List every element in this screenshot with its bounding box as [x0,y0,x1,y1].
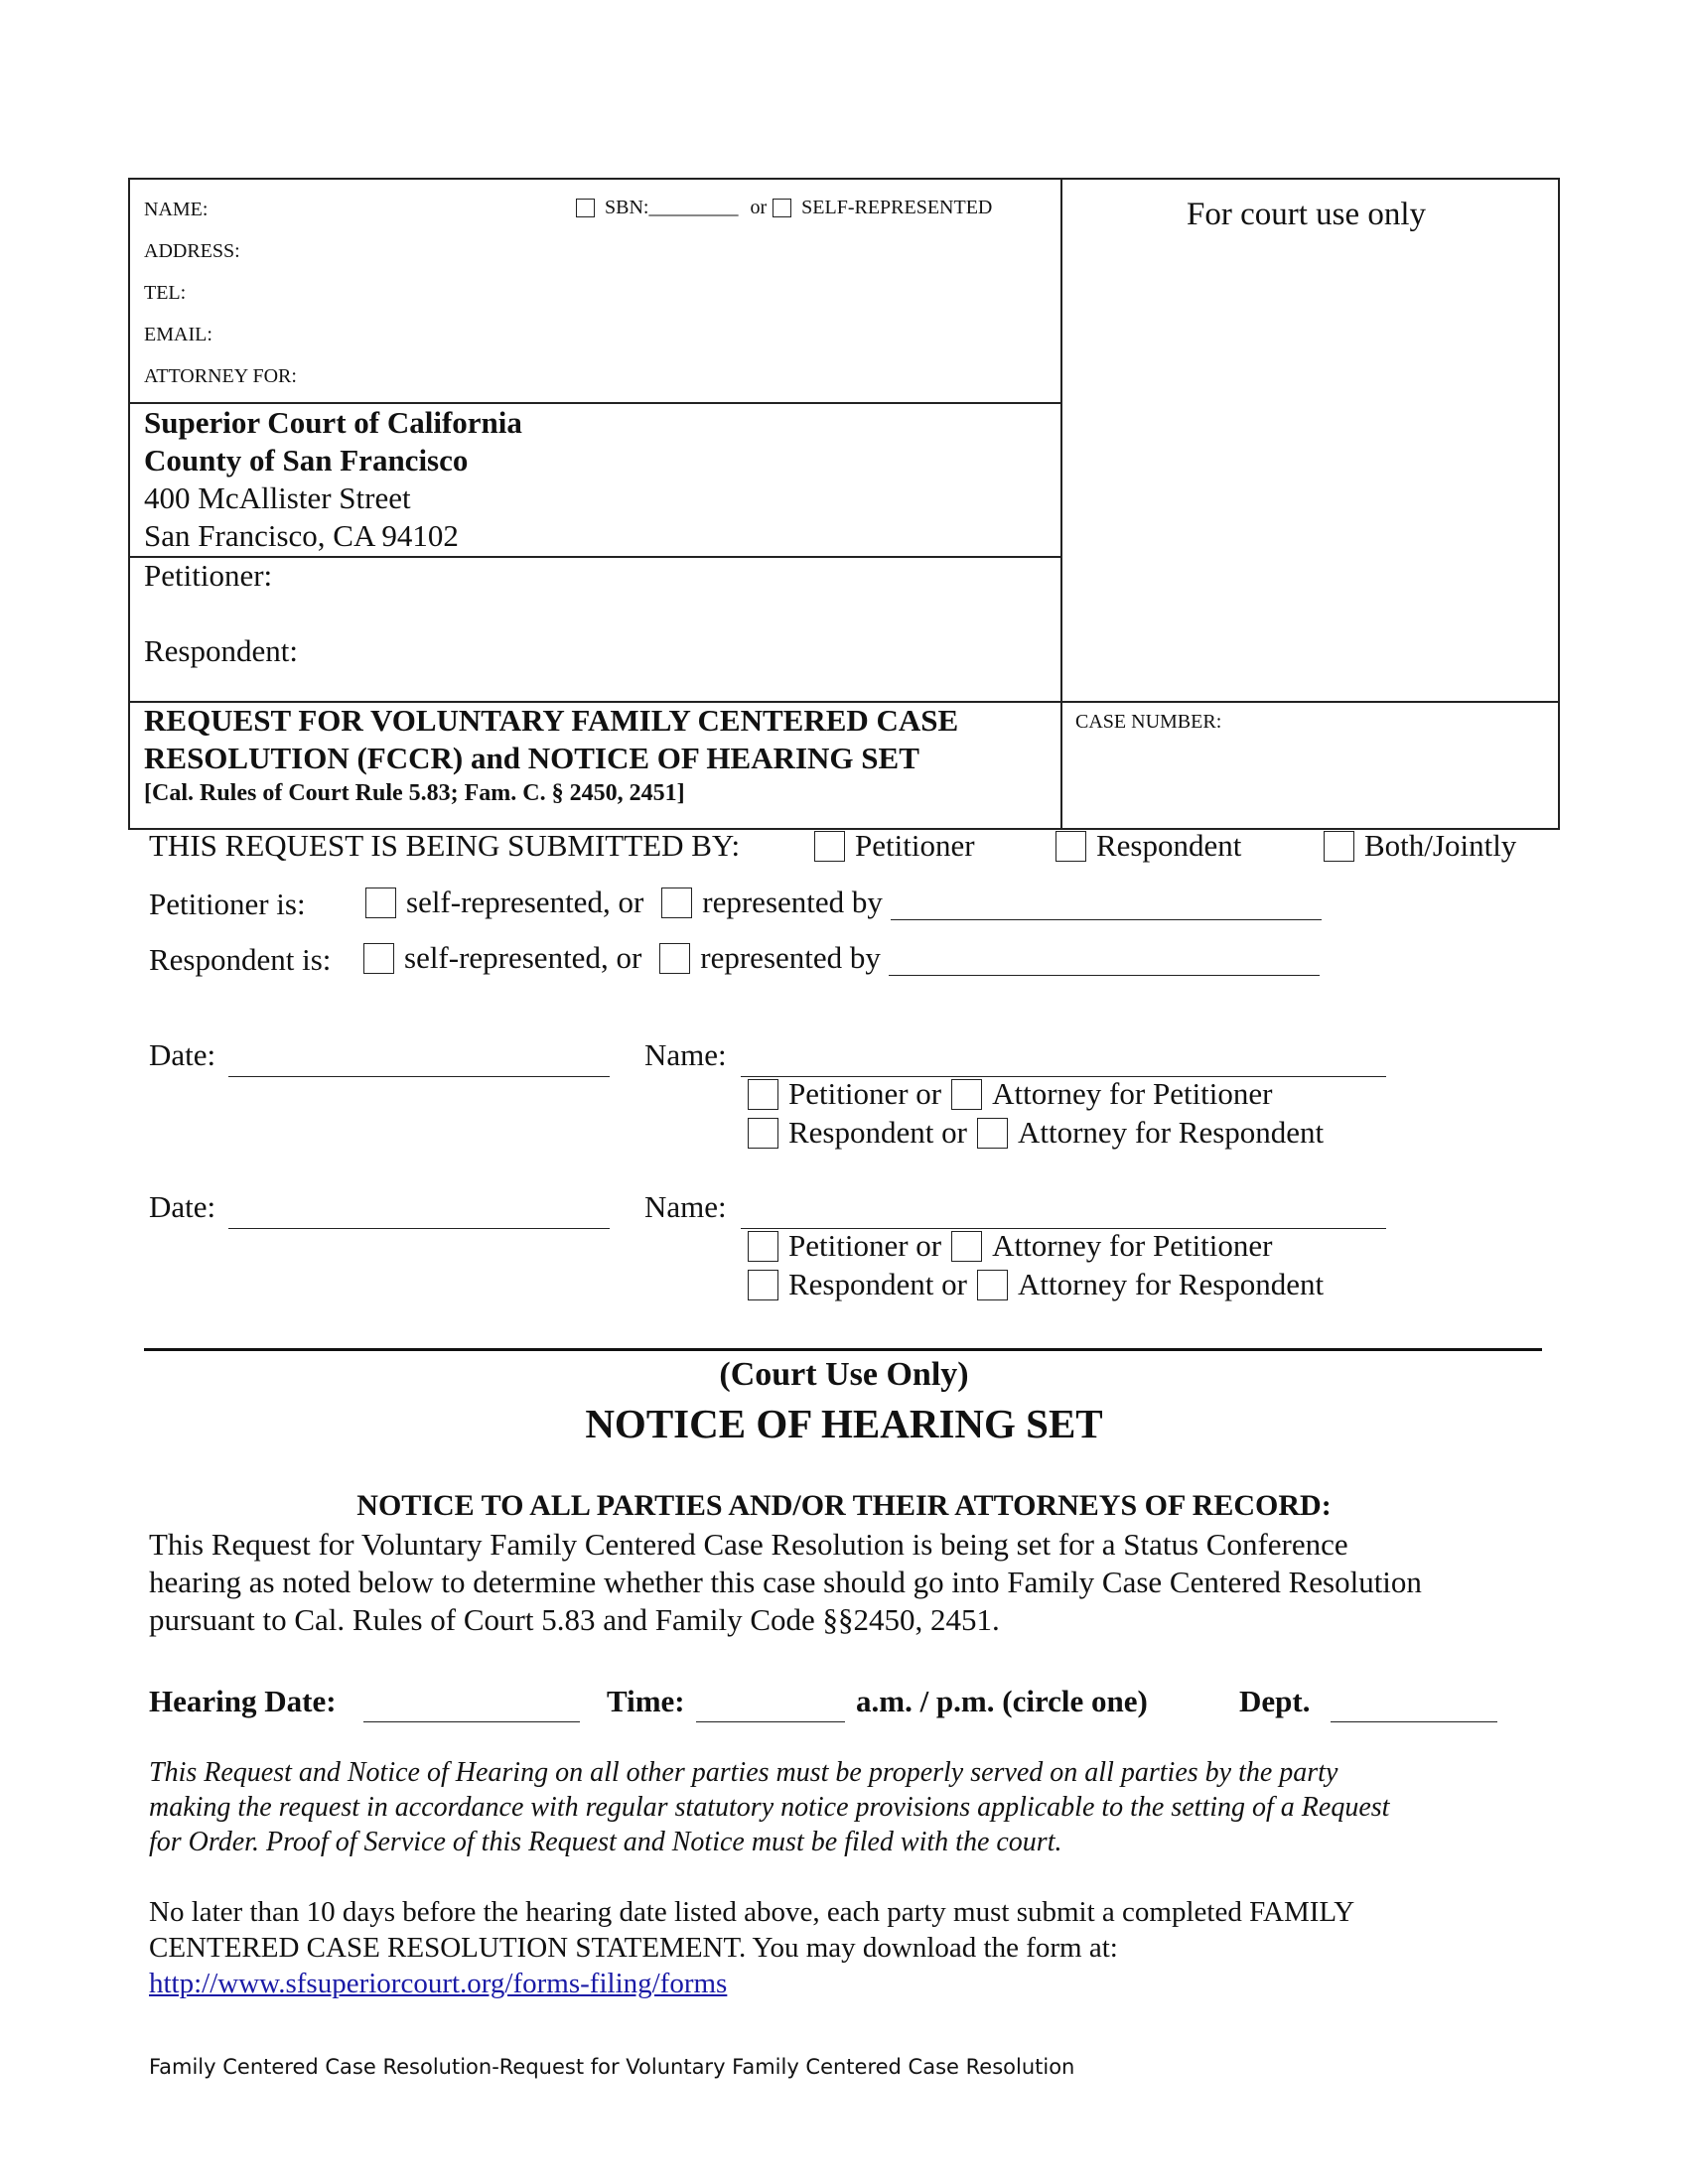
caption-vertical-divider [1060,178,1062,830]
address-label: ADDRESS: [144,240,240,262]
submitted-by-petitioner-option [814,828,975,864]
signer-respondent-checkbox-2[interactable] [748,1270,778,1300]
date-label-2: Date: [149,1189,216,1224]
name-input-1[interactable] [741,1042,1386,1077]
signer-attorney-petitioner-checkbox-2[interactable] [951,1231,982,1262]
petitioner-self-represented-label: self-represented, or [406,885,644,919]
notice-body-line1: This Request for Voluntary Family Centered Case Resolution is being set for a Status Conference [149,1527,1348,1562]
petitioner-represented-by-checkbox[interactable] [661,887,692,918]
email-label: EMAIL: [144,324,212,345]
signer-row-petitioner-2 [748,1228,1273,1264]
submitted-by-label: THIS REQUEST IS BEING SUBMITTED BY: [149,828,741,863]
signer-petitioner-label-2: Petitioner or [788,1228,942,1263]
signer-petitioner-checkbox-2[interactable] [748,1231,778,1262]
name-label: NAME: [144,199,209,220]
signer-attorney-respondent-checkbox-2[interactable] [977,1270,1008,1300]
time-label: Time: [607,1684,685,1718]
hearing-date-label: Hearing Date: [149,1684,337,1718]
sbn-row [576,197,992,219]
deadline-line2: CENTERED CASE RESOLUTION STATEMENT. You may download the form at: [149,1932,1118,1964]
date-input-2[interactable] [228,1194,610,1229]
respondent-label: Respondent: [144,633,298,668]
notice-body-line2: hearing as noted below to determine whether this case should go into Family Case Centered Resolution [149,1565,1422,1599]
notice-title: NOTICE OF HEARING SET [585,1401,1103,1446]
respondent-attorney-input[interactable] [889,941,1320,976]
court-name-line2: County of San Francisco [144,443,469,478]
for-court-use-only: For court use only [1187,197,1427,232]
notice-to-all-parties: NOTICE TO ALL PARTIES AND/OR THEIR ATTORNEYS OF RECORD: [356,1489,1332,1522]
forms-download-link[interactable]: http://www.sfsuperiorcourt.org/forms-filing/forms [149,1968,728,1999]
section-divider [144,1348,1542,1351]
ampm-label: a.m. / p.m. (circle one) [856,1684,1148,1718]
signer-row-petitioner-1 [748,1076,1273,1112]
signer-row-respondent-1 [748,1115,1324,1151]
submitted-by-respondent-option [1055,828,1241,864]
submitted-both-label: Both/Jointly [1364,828,1517,863]
court-street: 400 McAllister Street [144,480,411,515]
signer-attorney-petitioner-label-2: Attorney for Petitioner [992,1228,1273,1263]
petitioner-representation-row [365,885,1322,920]
self-represented-label: SELF-REPRESENTED [801,197,993,218]
deadline-line1: No later than 10 days before the hearing date listed above, each party must submit a completed FAMILY [149,1896,1355,1928]
respondent-self-represented-label: self-represented, or [404,940,642,975]
divider-attorney-court [128,402,1062,404]
name-label-1: Name: [644,1037,727,1072]
name-label-2: Name: [644,1189,727,1224]
signer-petitioner-checkbox-1[interactable] [748,1079,778,1110]
self-represented-checkbox[interactable] [773,199,791,217]
respondent-self-represented-checkbox[interactable] [363,943,394,974]
signer-respondent-label-2: Respondent or [788,1267,967,1301]
attorney-for-label: ATTORNEY FOR: [144,365,297,387]
submitted-respondent-checkbox[interactable] [1055,831,1086,862]
sbn-label: SBN: [605,197,649,218]
signer-petitioner-label-1: Petitioner or [788,1076,942,1111]
name-input-2[interactable] [741,1194,1386,1229]
form-title-line2: RESOLUTION (FCCR) and NOTICE OF HEARING SET [144,741,919,775]
respondent-representation-row [363,940,1320,976]
date-label-1: Date: [149,1037,216,1072]
sbn-checkbox[interactable] [576,199,595,217]
submitted-by-both-option [1324,828,1516,864]
submitted-respondent-label: Respondent [1096,828,1242,863]
petitioner-represented-by-label: represented by [702,885,883,919]
case-number-label: CASE NUMBER: [1075,711,1222,733]
footer-text: Family Centered Case Resolution-Request for Voluntary Family Centered Case Resolution [149,2055,1075,2079]
time-input[interactable] [696,1688,845,1722]
or-label: or [750,197,768,218]
petitioner-is-label: Petitioner is: [149,887,306,921]
submitted-petitioner-checkbox[interactable] [814,831,845,862]
signer-attorney-respondent-checkbox-1[interactable] [977,1118,1008,1149]
court-city: San Francisco, CA 94102 [144,518,459,553]
respondent-represented-by-label: represented by [700,940,881,975]
signer-respondent-checkbox-1[interactable] [748,1118,778,1149]
court-name-line1: Superior Court of California [144,405,522,440]
service-line1: This Request and Notice of Hearing on all other parties must be properly served on all parties by the party [149,1757,1338,1788]
form-title-line1: REQUEST FOR VOLUNTARY FAMILY CENTERED CASE [144,703,959,738]
signer-attorney-respondent-label-1: Attorney for Respondent [1017,1115,1325,1150]
dept-input[interactable] [1331,1688,1497,1722]
respondent-is-label: Respondent is: [149,942,332,977]
petitioner-label: Petitioner: [144,558,273,593]
service-line2: making the request in accordance with regular statutory notice provisions applicable to the setting of a Request [149,1792,1390,1823]
signer-attorney-petitioner-label-1: Attorney for Petitioner [992,1076,1273,1111]
signer-attorney-respondent-label-2: Attorney for Respondent [1017,1267,1325,1301]
respondent-represented-by-checkbox[interactable] [659,943,690,974]
tel-label: TEL: [144,282,187,304]
notice-body-line3: pursuant to Cal. Rules of Court 5.83 and Family Code §§2450, 2451. [149,1602,1000,1637]
petitioner-self-represented-checkbox[interactable] [365,887,396,918]
hearing-date-input[interactable] [363,1688,580,1722]
signer-row-respondent-2 [748,1267,1324,1302]
dept-label: Dept. [1239,1684,1311,1718]
signer-respondent-label-1: Respondent or [788,1115,967,1150]
service-line3: for Order. Proof of Service of this Request and Notice must be filed with the court. [149,1827,1062,1857]
petitioner-attorney-input[interactable] [891,886,1322,920]
sbn-blank[interactable]: _________ [648,197,739,218]
submitted-petitioner-label: Petitioner [855,828,975,863]
signer-attorney-petitioner-checkbox-1[interactable] [951,1079,982,1110]
court-use-only-heading: (Court Use Only) [719,1356,969,1393]
form-title-citation: [Cal. Rules of Court Rule 5.83; Fam. C. § 2450, 2451] [144,780,685,806]
submitted-both-checkbox[interactable] [1324,831,1354,862]
submitted-by-row [149,828,740,864]
date-input-1[interactable] [228,1042,610,1077]
